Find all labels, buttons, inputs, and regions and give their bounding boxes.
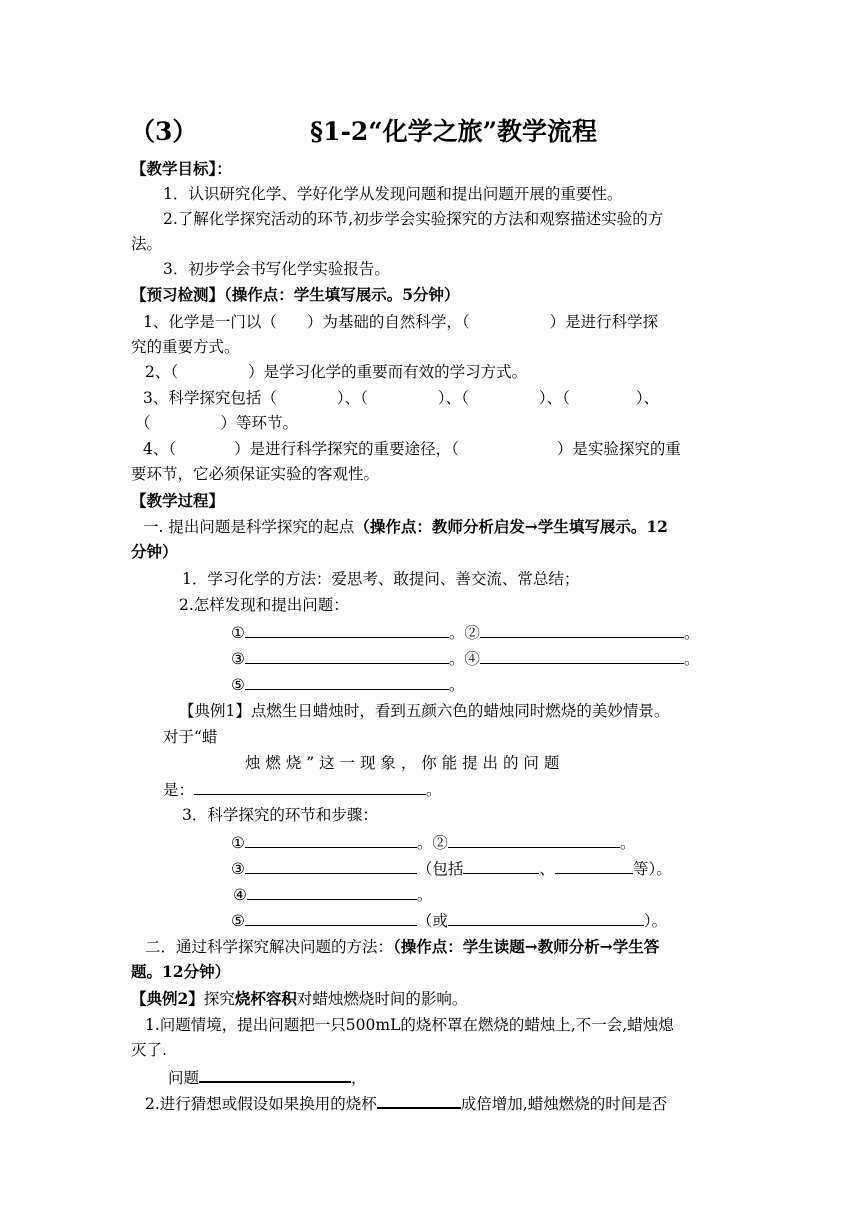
example1-answer-blank[interactable] bbox=[194, 778, 426, 795]
question-label: 问题 bbox=[168, 1069, 200, 1087]
example2-keyword: 烧杯容积 bbox=[234, 989, 297, 1008]
goal-item: 3．初步学会书写化学实验报告。 bbox=[163, 260, 390, 278]
q1-text-b: ）为基础的自然科学，（ bbox=[306, 313, 470, 331]
preview-q3 bbox=[143, 387, 659, 409]
question-blank[interactable] bbox=[199, 1065, 351, 1083]
q4-text-c: ）是实验探究的重 bbox=[556, 440, 681, 458]
blank-line[interactable] bbox=[448, 909, 644, 926]
step-row-1: ① 。② 。 bbox=[231, 831, 635, 854]
preview-note: （操作点：学生填写展示。5分钟） bbox=[224, 285, 460, 304]
step-row-2: ③ （包括 、 等）。 bbox=[231, 857, 672, 880]
part2-note: （操作点：学生读题→教师分析→学生答 bbox=[393, 937, 660, 956]
circle-2: ② bbox=[464, 624, 480, 642]
part2-title-line bbox=[145, 936, 659, 958]
blank-line[interactable] bbox=[245, 909, 417, 926]
example1-line2: 对于“蜡 bbox=[163, 728, 218, 746]
beaker-blank[interactable] bbox=[377, 1091, 461, 1109]
q3-text-e: ）、 bbox=[635, 389, 660, 407]
section-number: （3） bbox=[130, 117, 198, 146]
example1-label: 【典例1】 bbox=[179, 702, 251, 720]
example1-line4: 是： 。 bbox=[163, 778, 442, 801]
preview-q4-cont: 要环节，它必须保证实验的客观性。 bbox=[131, 465, 380, 483]
part1-item1: 1．学习化学的方法：爱思考、敢提问、善交流、常总结； bbox=[182, 570, 580, 588]
q3-text-f: （ bbox=[135, 414, 151, 432]
preview-heading: 【预习检测】 bbox=[131, 285, 225, 304]
preview-q1-cont: 究的重要方式。 bbox=[131, 338, 240, 356]
example1-text: 点燃生日蜡烛时，看到五颜六色的蜡烛同时燃烧的美妙情景。 bbox=[250, 702, 670, 720]
blank-row-1: ① 。② 。 bbox=[231, 621, 699, 644]
goal-item: 2.了解化学探究活动的环节,初步学会实验探究的方法和观察描述实验的方 bbox=[163, 210, 664, 228]
q4-text-b: ）是进行科学探究的重要途径，（ bbox=[234, 440, 459, 458]
blank-line[interactable] bbox=[245, 673, 449, 690]
process-heading: 【教学过程】 bbox=[131, 491, 225, 510]
blank-row-2: ③ 。④ 。 bbox=[231, 647, 699, 670]
blank-line[interactable] bbox=[245, 857, 417, 874]
step-row-3: ④ 。 bbox=[233, 883, 432, 906]
blank-line[interactable] bbox=[245, 647, 449, 664]
part2-step1-cont: 灭了. bbox=[131, 1041, 167, 1059]
blank-line[interactable] bbox=[247, 883, 417, 900]
part2-step2: 2.进行猜想或假设如果换用的烧杯 成倍增加,蜡烛燃烧的时间是否 bbox=[145, 1091, 667, 1115]
blank-line[interactable] bbox=[245, 831, 417, 848]
q4-text-a: 4、（ bbox=[143, 440, 177, 458]
q3-text-g: ）等环节。 bbox=[220, 414, 299, 432]
example1-line bbox=[179, 700, 669, 722]
blank-line[interactable] bbox=[480, 647, 684, 664]
preview-q3-cont bbox=[135, 412, 298, 434]
blank-line[interactable] bbox=[463, 857, 539, 874]
page-title: §1-2“化学之旅”教学流程 bbox=[310, 117, 598, 146]
part2-step1: 1.问题情境，提出问题把一只500mL的烧杯罩在燃烧的蜡烛上,不一会,蜡烛熄 bbox=[145, 1016, 674, 1034]
blank-line[interactable] bbox=[555, 857, 633, 874]
step-row-4: ⑤ （或 ）。 bbox=[231, 909, 667, 932]
part1-title: 一. 提出问题是科学探究的起点 bbox=[143, 518, 355, 536]
part2-title: 二．通过科学探究解决问题的方法： bbox=[145, 938, 394, 956]
circle-5: ⑤ bbox=[231, 676, 245, 694]
example1-answer-label: 是： bbox=[163, 781, 195, 799]
blank-row-3: ⑤ 。 bbox=[231, 673, 464, 696]
example2-label: 【典例2】 bbox=[131, 989, 204, 1008]
preview-heading-line bbox=[131, 284, 460, 306]
blank-line[interactable] bbox=[480, 621, 684, 638]
goals-heading: 【教学目标】： bbox=[131, 159, 232, 178]
q3-text-c: ）、（ bbox=[437, 389, 469, 407]
q1-text-c: ）是进行科学探 bbox=[549, 313, 659, 331]
circle-1: ① bbox=[231, 624, 245, 642]
part1-item3: 3．科学探究的环节和步骤： bbox=[182, 806, 378, 824]
q3-text-b: ）、（ bbox=[336, 389, 368, 407]
q2-text-a: 2、（ bbox=[145, 363, 179, 381]
part1-note: （操作点：教师分析启发→学生填写展示。12 bbox=[354, 517, 668, 536]
goal-item-cont: 法。 bbox=[131, 235, 163, 253]
q3-text-a: 3、科学探究包括（ bbox=[143, 389, 277, 407]
circle-3: ③ bbox=[231, 650, 245, 668]
part1-item2: 2.怎样发现和提出问题： bbox=[179, 596, 349, 614]
goal-item: 1．认识研究化学、学好化学从发现问题和提出问题开展的重要性。 bbox=[163, 185, 623, 203]
part2-note-cont: 题。12分钟） bbox=[131, 962, 231, 981]
circle-4: ④ bbox=[464, 650, 480, 668]
q3-text-d: ）、（ bbox=[538, 389, 570, 407]
q2-text-b: ）是学习化学的重要而有效的学习方式。 bbox=[248, 363, 528, 381]
example2-line: 【典例2】探究烧杯容积对蜡烛燃烧时间的影响。 bbox=[131, 989, 468, 1008]
part1-note-cont: 分钟） bbox=[131, 542, 178, 561]
q1-text-a: 1、化学是一门以（ bbox=[143, 313, 277, 331]
preview-q2 bbox=[145, 361, 527, 383]
blank-line[interactable] bbox=[448, 831, 620, 848]
part2-question-line: 问题 ， bbox=[168, 1065, 367, 1089]
part1-title-line bbox=[143, 516, 668, 538]
preview-q4 bbox=[143, 438, 681, 460]
blank-line[interactable] bbox=[245, 621, 449, 638]
preview-q1 bbox=[143, 311, 658, 333]
example1-line3: 烛 燃 烧 ” 这 一 现 象 ， 你 能 提 出 的 问 题 bbox=[245, 754, 560, 772]
